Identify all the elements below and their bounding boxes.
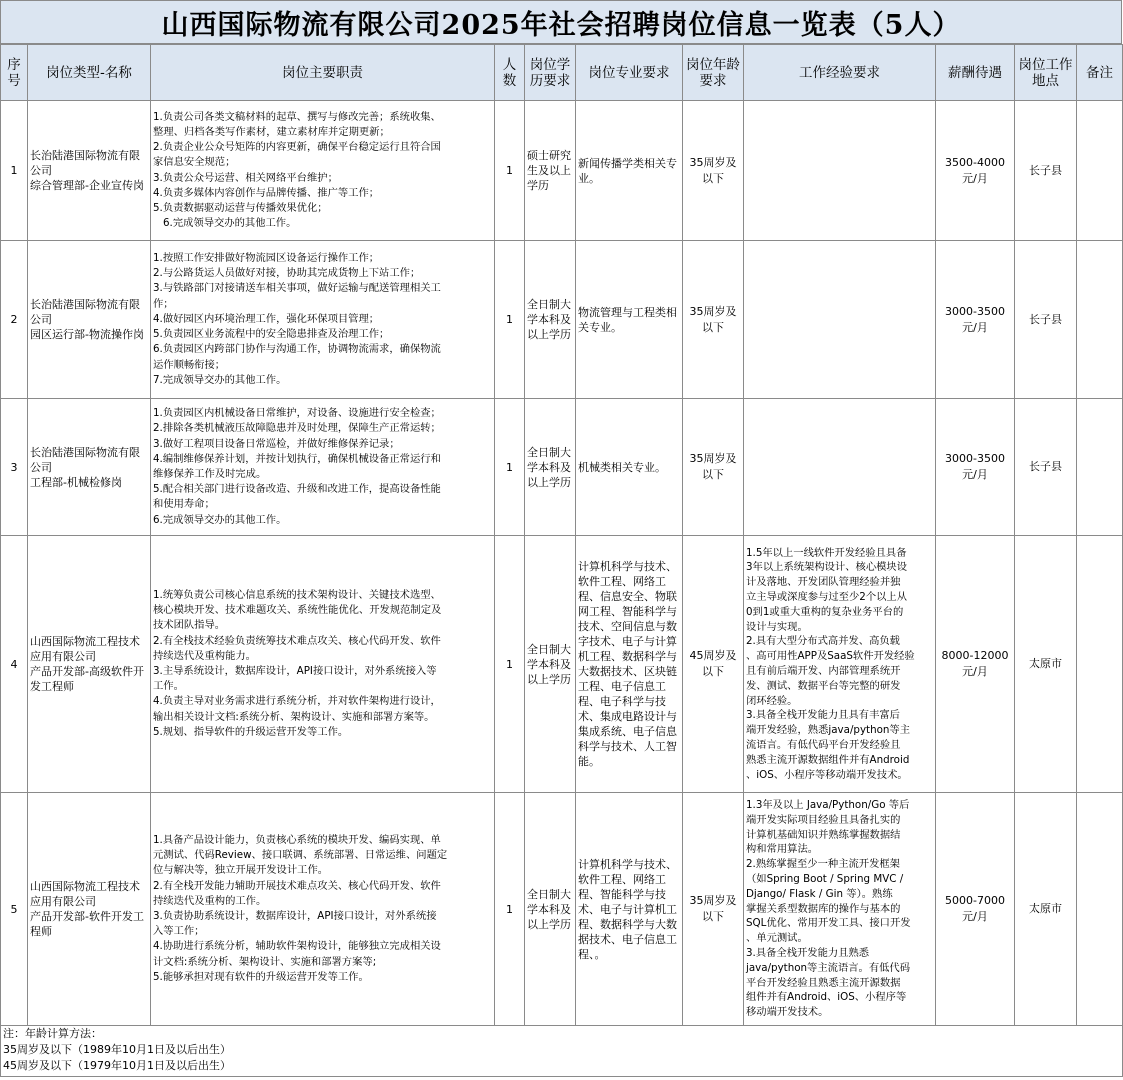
major-requirement-text: 机械类相关专业。 [578,460,666,474]
position-duties-line: 6.负责园区内跨部门协作与沟通工作，协调物流需求，确保物流 [153,343,441,356]
experience-requirement-line: 流语言。有低代码平台开发经验且 [746,738,901,751]
age-requirement-text: 35周岁及以下 [689,304,737,334]
position-duties-line: 3.负责协助系统设计，数据库设计，API接口设计，对外系统接 [153,910,437,922]
position-duties-line: 5.能够承担对现有软件的升级运营开发等工作。 [153,970,369,983]
major-requirement [576,241,683,399]
experience-requirement-line: （如Spring Boot / Spring MVC / [746,873,904,885]
position-type-name-text: 长治陆港国际物流有限公司 工程部-机械检修岗 [30,445,140,489]
header-major: 岗位专业要求 [576,45,683,101]
experience-requirement-line: 计及落地、开发团队管理经验并独 [746,576,901,589]
position-duties-line: 3.主导系统设计，数据库设计，API接口设计，对外系统接入等 [153,665,437,677]
education-requirement-text: 全日制大学本科及以上学历 [527,642,571,686]
position-duties [151,241,495,399]
education-requirement-text: 全日制大学本科及以上学历 [527,445,571,489]
position-duties-line: 3.负责公众号运营、相关网络平台维护； [153,171,338,184]
education-requirement-text: 硕士研究生及以上学历 [527,149,571,192]
position-duties-line: 7.完成领导交办的其他工作。 [153,373,287,386]
salary-text: 5000-7000元/月 [945,894,1005,923]
position-duties-line: 2.负责企业公众号矩阵的内容更新，确保平台稳定运行且符合国 [153,141,441,154]
headcount [495,536,525,793]
position-duties-line: 4.负责多媒体内容创作与品牌传播、推广等工作； [153,186,380,199]
position-duties-line: 作； [153,297,174,310]
footnote-line: 注：年龄计算方法： [3,1027,102,1040]
age-requirement-text: 35周岁及以下 [689,894,737,923]
table-row [1,536,1123,793]
row-number-text: 3 [10,460,18,474]
position-duties-line: 维修保养工作及时完成。 [153,468,267,480]
experience-requirement-line: 0到1或重大重构的复杂业务平台的 [746,605,904,618]
headcount-text: 1 [506,657,513,671]
header-remarks: 备注 [1077,45,1123,101]
remarks [1077,536,1123,793]
position-duties-line: 元测试、代码Review、接口联调、系统部署、日常运维、问题定 [153,849,448,862]
footnote-cell [1,1026,1123,1077]
position-type-name [28,101,151,241]
position-duties-line: 4.负责主导对业务需求进行系统分析，并对软件架构进行设计， [153,695,441,708]
experience-requirement-line: 3.具备全栈开发能力且熟悉 [746,946,870,959]
remarks [1077,399,1123,536]
row-number-text: 5 [10,902,18,916]
experience-requirement [744,536,936,793]
experience-requirement-line: 计算机基础知识并熟练掌握数据结 [746,828,901,841]
header-education: 岗位学历要求 [525,45,576,101]
experience-requirement-line: 端开发经验，熟悉java/python等主 [746,724,911,737]
salary-text: 3500-4000元/月 [945,155,1005,185]
major-requirement [576,399,683,536]
experience-requirement-line: 2.熟练掌握至少一种主流开发框架 [746,858,900,871]
table-row [1,101,1123,241]
age-requirement [683,241,744,399]
education-requirement [525,536,576,793]
salary [936,536,1015,793]
row-number [1,241,28,399]
headcount-text: 1 [506,313,513,326]
headcount [495,399,525,536]
position-duties-line: 1.具备产品设计能力，负责核心系统的模块开发、编码实现、单 [153,833,441,846]
position-duties-line: 5.负责园区业务流程中的安全隐患排查及治理工作； [153,328,390,341]
education-requirement-text: 全日制大学本科及以上学历 [527,887,571,931]
salary [936,399,1015,536]
position-duties-line: 4.协助进行系统分析，辅助软件架构设计，能够独立完成相关设 [153,940,441,953]
remarks [1077,241,1123,399]
position-duties-line: 6.完成领导交办的其他工作。 [153,513,287,526]
experience-requirement [744,241,936,399]
header-location: 岗位工作地点 [1015,45,1077,101]
work-location [1015,241,1077,399]
position-duties-line: 1.负责园区内机械设备日常维护，对设备、设施进行安全检查； [153,407,441,420]
footnote-line: 45周岁及以下（1979年10月1日及以后出生） [3,1059,231,1072]
position-duties [151,793,495,1026]
position-type-name [28,793,151,1026]
experience-requirement [744,399,936,536]
table-header-row [1,45,1123,101]
position-type-name [28,399,151,536]
headcount [495,241,525,399]
position-type-name [28,241,151,399]
experience-requirement-line: Django/ Flask / Gin 等）。熟练 [746,887,893,900]
experience-requirement-line: 构和常用算法。 [746,843,819,856]
salary-text: 3000-3500元/月 [945,304,1005,334]
position-type-name-text: 长治陆港国际物流有限公司 园区运行部-物流操作岗 [30,298,144,341]
position-duties-line: 2.与公路货运人员做好对接，协助其完成货物上下站工作； [153,267,421,280]
position-type-name-text: 山西国际物流工程技术应用有限公司 产品开发部-高级软件开发工程师 [30,635,144,693]
experience-requirement-line: 闭环经验。 [746,694,798,707]
salary-text: 3000-3500元/月 [945,452,1005,481]
header-count: 人数 [495,45,525,101]
age-requirement [683,399,744,536]
table-row [1,793,1123,1026]
education-requirement-text: 全日制大学本科及以上学历 [527,298,571,341]
position-type-name-text: 山西国际物流工程技术应用有限公司 产品开发部-软件开发工程师 [30,880,144,938]
headcount [495,793,525,1026]
major-requirement-text: 新闻传播学类相关专业。 [578,156,677,185]
position-duties-line: 工作。 [153,680,184,693]
table-row [1,241,1123,399]
position-type-name-text: 长治陆港国际物流有限公司 综合管理部-企业宣传岗 [30,149,144,192]
work-location [1015,793,1077,1026]
education-requirement [525,793,576,1026]
position-duties-line: 5.负责数据驱动运营与传播效果优化； [153,201,328,214]
table-row [1,399,1123,536]
row-number [1,536,28,793]
experience-requirement-line: 3年以上系统架构设计、核心模块设 [746,561,908,574]
major-requirement-text: 计算机科学与技术、软件工程、网络工程、智能科学与技术、电子与计算机工程、数据科学与大数据技术、电子信息工程、。 [578,857,677,961]
position-duties-line: 3.做好工程项目设备日常巡检，并做好维修保养记录； [153,437,400,450]
age-requirement [683,793,744,1026]
position-duties-line: 4.编制维修保养计划，并按计划执行，确保机械设备正常运行和 [153,452,441,465]
major-requirement [576,101,683,241]
positions-table [0,44,1123,1077]
experience-requirement-line: 设计与实现。 [746,620,808,633]
experience-requirement-line: 1.3年及以上 Java/Python/Go 等后 [746,799,910,812]
salary-text: 8000-12000元/月 [941,649,1009,678]
position-duties-line: 位与解决等，独立开展开发设计工作。 [153,864,329,877]
experience-requirement-line: 平台开发经验且熟悉主流开源数据 [746,976,901,989]
experience-requirement-line: 组件并有Android、iOS、小程序等 [746,991,907,1004]
work-location-text: 太原市 [1029,902,1062,915]
position-duties-line: 输出相关设计文档:系统分析、架构设计、实施和部署方案等。 [153,710,435,723]
major-requirement [576,793,683,1026]
salary [936,101,1015,241]
header-duties: 岗位主要职责 [151,45,495,101]
education-requirement [525,101,576,241]
age-requirement-text: 45周岁及以下 [689,649,737,678]
experience-requirement-line: 、高可用性APP及SaaS软件开发经验 [746,650,915,663]
work-location [1015,399,1077,536]
age-requirement [683,101,744,241]
position-duties-line: 技术团队指导。 [153,619,226,632]
header-salary: 薪酬待遇 [936,45,1015,101]
position-duties-line: 2.有全栈开发能力辅助开展技术难点攻关、核心代码开发、软件 [153,879,441,892]
position-duties [151,101,495,241]
position-duties-line: 3.与铁路部门对接请送车相关事项，做好运输与配送管理相关工 [153,282,441,295]
row-number [1,399,28,536]
position-duties-line: 家信息安全规范； [153,156,236,169]
row-number-text: 4 [10,657,18,671]
header-type-name: 岗位类型-名称 [28,45,151,101]
position-duties-line: 1.统筹负责公司核心信息系统的技术架构设计、关键技术选型、 [153,588,441,601]
headcount-text: 1 [506,164,513,177]
position-duties-line: 5.规划、指导软件的升级运营开发等工作。 [153,725,349,738]
experience-requirement-line: java/python等主流语言。有低代码 [746,961,911,974]
header-experience: 工作经验要求 [744,45,936,101]
position-duties-line: 和使用寿命； [153,498,215,511]
experience-requirement-line: 3.具备全栈开发能力且具有丰富后 [746,709,900,722]
work-location [1015,536,1077,793]
position-duties-line: 1.按照工作安排做好物流园区设备运行操作工作； [153,252,380,265]
row-number-text: 1 [10,164,18,177]
education-requirement [525,241,576,399]
salary [936,793,1015,1026]
position-duties-line: 2.排除各类机械液压故障隐患并及时处理，保障生产正常运转； [153,422,441,435]
row-number-text: 2 [10,313,18,326]
remarks [1077,101,1123,241]
position-duties-line: 5.配合相关部门进行设备改造、升级和改进工作，提高设备性能 [153,483,441,496]
major-requirement-text: 计算机科学与技术、软件工程、网络工程、信息安全、物联网工程、智能科学与技术、空间信息与数字技术、电子与计算机工程、数据科学与大数据技术、区块链工程、电子信息工程、电子科学与技术、集成电路设计与集成系统、电子信息科学与技术、人工智能。 [578,560,677,768]
education-requirement [525,399,576,536]
experience-requirement-line: 端开发实际项目经验且具备扎实的 [746,813,901,826]
experience-requirement-line: 2.具有大型分布式高并发、高负载 [746,635,900,648]
experience-requirement [744,793,936,1026]
position-duties [151,399,495,536]
age-requirement-text: 35周岁及以下 [689,452,737,481]
position-type-name [28,536,151,793]
position-duties-line: 运作顺畅衔接； [153,358,226,371]
position-duties-line: 持续迭代及重构的工作。 [153,894,267,907]
position-duties-line: 入等工作； [153,925,205,938]
experience-requirement-line: 立主导或深度参与过至少2个以上从 [746,591,908,604]
row-number [1,793,28,1026]
work-location-text: 长子县 [1029,312,1062,326]
position-duties [151,536,495,793]
position-duties-line: 4.做好园区内环境治理工作，强化环保项目管理； [153,312,380,325]
experience-requirement-line: 移动端开发技术。 [746,1006,829,1019]
work-location-text: 太原市 [1029,657,1062,670]
position-duties-line: 持续迭代及重构能力。 [153,649,256,662]
experience-requirement-line: SQL优化、常用开发工具、接口开发 [746,917,911,930]
headcount [495,101,525,241]
position-duties-line: 2.有全栈技术经验负责统筹技术难点攻关、核心代码开发、软件 [153,634,441,647]
experience-requirement [744,101,936,241]
experience-requirement-line: 、单元测试。 [746,932,808,945]
remarks [1077,793,1123,1026]
position-duties-line: 计文档:系统分析、架构设计、实施和部署方案等; [153,955,377,968]
table-body [1,101,1123,1026]
footnote-row [1,1026,1123,1077]
position-duties-line: 核心模块开发、技术难题攻关、系统性能优化、开发规范制定及 [153,604,442,617]
position-duties-line: 1.负责公司各类文稿材料的起草、撰写与修改完善；系统收集、 [153,110,441,123]
salary [936,241,1015,399]
age-requirement [683,536,744,793]
experience-requirement-line: 、iOS、小程序等移动端开发技术。 [746,768,908,781]
work-location-text: 长子县 [1029,460,1062,473]
header-age: 岗位年龄要求 [683,45,744,101]
work-location [1015,101,1077,241]
header-no: 序号 [1,45,28,101]
work-location-text: 长子县 [1029,163,1062,177]
experience-requirement-line: 1.5年以上一线软件开发经验且具备 [746,546,907,559]
major-requirement [576,536,683,793]
experience-requirement-line: 掌握关系型数据库的操作与基本的 [746,902,901,915]
row-number [1,101,28,241]
footnote-line: 35周岁及以下（1989年10月1日及以后出生） [3,1043,231,1056]
headcount-text: 1 [506,902,513,916]
position-duties-line: 整理、归档各类写作素材，建立素材库并定期更新； [153,125,390,138]
experience-requirement-line: 发、测试、数据平台等完整的研发 [746,679,901,692]
headcount-text: 1 [506,460,513,474]
sheet-title: 山西国际物流有限公司2025年社会招聘岗位信息一览表（5人） [0,0,1122,44]
major-requirement-text: 物流管理与工程类相关专业。 [578,305,677,334]
age-requirement-text: 35周岁及以下 [689,155,737,185]
experience-requirement-line: 熟悉主流开源数据组件并有Android [746,753,910,766]
experience-requirement-line: 且有前后端开发、内部管理系统开 [746,665,901,677]
position-duties-line: 6.完成领导交办的其他工作。 [163,217,297,230]
